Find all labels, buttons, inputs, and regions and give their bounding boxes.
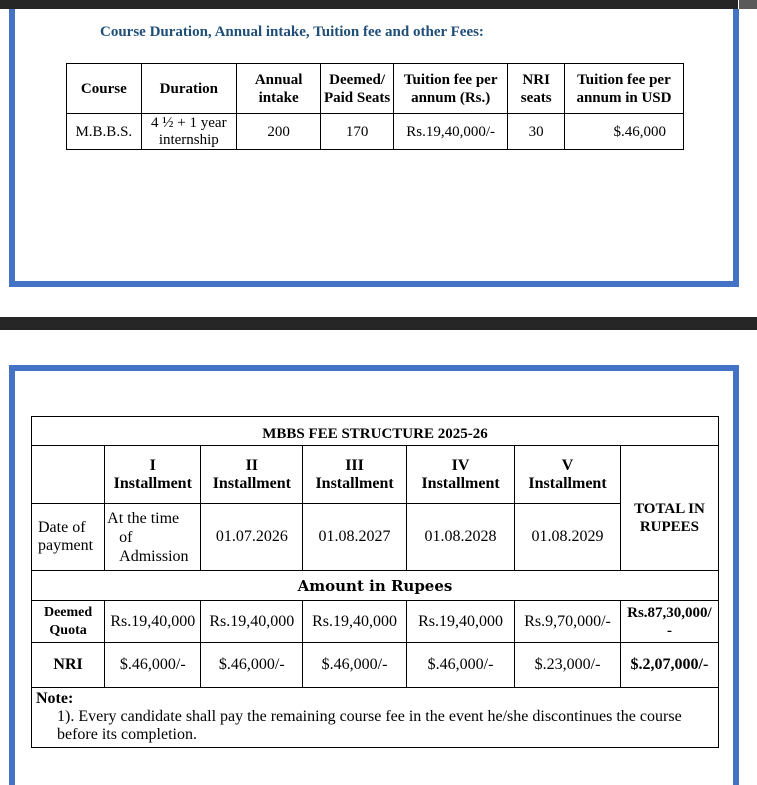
deemed-amount: Rs.19,40,000 bbox=[303, 601, 407, 643]
middle-dark-bar bbox=[0, 317, 757, 330]
cell-tuition: Rs.19,40,000/- bbox=[393, 114, 508, 150]
cell-deemed: 170 bbox=[321, 114, 394, 150]
top-dark-bar-right bbox=[739, 0, 757, 9]
nri-label: NRI bbox=[32, 643, 105, 688]
deemed-amount: Rs.19,40,000 bbox=[201, 601, 303, 643]
amount-heading: Amount in Rupees bbox=[32, 571, 719, 601]
header-tuition-rs: Tuition fee per annum (Rs.) bbox=[393, 64, 508, 114]
payment-date: 01.08.2029 bbox=[515, 504, 621, 571]
date-of-payment-label: Date of payment bbox=[32, 504, 105, 571]
nri-amount: $.23,000/- bbox=[515, 643, 621, 688]
payment-date: 01.07.2026 bbox=[201, 504, 303, 571]
payment-date: 01.08.2027 bbox=[303, 504, 407, 571]
nri-amount: $.46,000/- bbox=[303, 643, 407, 688]
header-annual-intake: Annual intake bbox=[236, 64, 320, 114]
payment-date: At the time of Admission bbox=[105, 504, 201, 571]
fee-structure-table bbox=[31, 416, 719, 748]
note-label: Note: bbox=[36, 690, 74, 707]
course-info-table bbox=[66, 63, 684, 150]
cell-course: M.B.B.S. bbox=[67, 114, 142, 150]
nri-total: $.2,07,000/- bbox=[620, 643, 718, 688]
cell-duration: 4 ½ + 1 year internship bbox=[141, 114, 236, 150]
installment-header: I Installment bbox=[105, 446, 201, 504]
course-info-heading: Course Duration, Annual intake, Tuition fee and other Fees: bbox=[100, 24, 484, 40]
note-text: 1). Every candidate shall pay the remaining course fee in the event he/she discontinues the course before its completion. bbox=[57, 708, 682, 743]
cell-nri: 30 bbox=[508, 114, 565, 150]
deemed-amount: Rs.9,70,000/- bbox=[515, 601, 621, 643]
total-header: TOTAL IN RUPEES bbox=[620, 446, 718, 571]
corner-blank bbox=[32, 446, 105, 504]
header-course: Course bbox=[67, 64, 142, 114]
nri-amount: $.46,000/- bbox=[201, 643, 303, 688]
deemed-total: Rs.87,30,000/ - bbox=[620, 601, 718, 643]
deemed-amount: Rs.19,40,000 bbox=[406, 601, 514, 643]
cell-intake: 200 bbox=[236, 114, 320, 150]
deemed-quota-label: Deemed Quota bbox=[32, 601, 105, 643]
deemed-amount: Rs.19,40,000 bbox=[105, 601, 201, 643]
installment-header: II Installment bbox=[201, 446, 303, 504]
header-deemed-seats: Deemed/ Paid Seats bbox=[321, 64, 394, 114]
payment-date: 01.08.2028 bbox=[406, 504, 514, 571]
installment-header: IV Installment bbox=[406, 446, 514, 504]
header-duration: Duration bbox=[141, 64, 236, 114]
note-section bbox=[32, 688, 719, 748]
nri-amount: $.46,000/- bbox=[406, 643, 514, 688]
fee-structure-title: MBBS FEE STRUCTURE 2025-26 bbox=[32, 417, 719, 446]
installment-header: V Installment bbox=[515, 446, 621, 504]
cell-usd: $.46,000 bbox=[564, 114, 683, 150]
header-nri-seats: NRI seats bbox=[508, 64, 565, 114]
header-tuition-usd: Tuition fee per annum in USD bbox=[564, 64, 683, 114]
installment-header: III Installment bbox=[303, 446, 407, 504]
top-dark-bar bbox=[0, 0, 738, 9]
nri-amount: $.46,000/- bbox=[105, 643, 201, 688]
